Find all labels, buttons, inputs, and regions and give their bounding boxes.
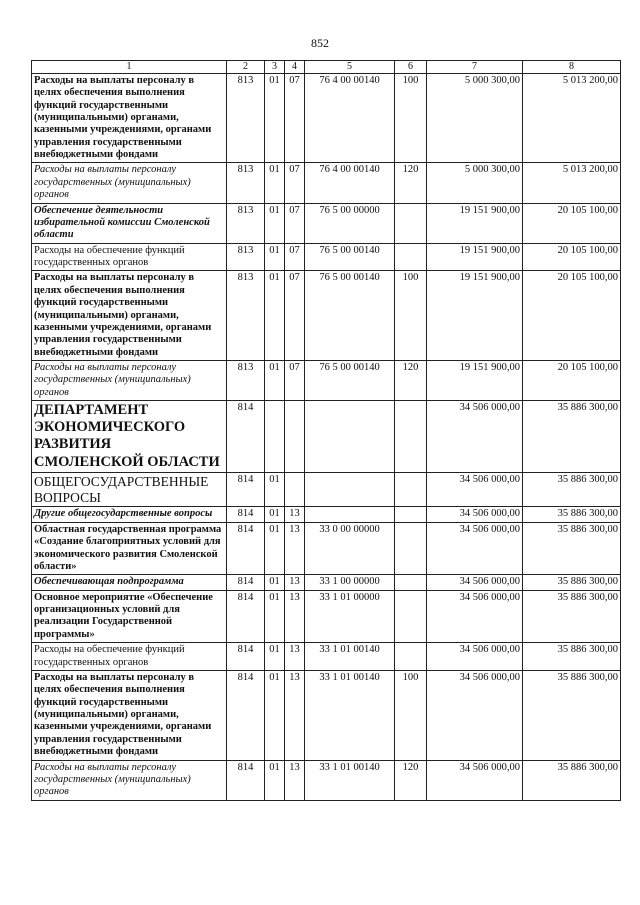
amount-year-1: 19 151 900,00 xyxy=(427,361,523,401)
amount-year-2: 35 886 300,00 xyxy=(523,575,621,590)
expense-type-code: 100 xyxy=(395,670,427,760)
subsection-code: 07 xyxy=(285,361,305,401)
target-article-code: 76 5 00 00140 xyxy=(305,361,395,401)
expense-type-code: 120 xyxy=(395,760,427,800)
amount-year-1: 5 000 300,00 xyxy=(427,163,523,203)
header-col-2: 2 xyxy=(227,61,265,74)
subsection-code xyxy=(285,401,305,472)
subsection-code: 07 xyxy=(285,243,305,271)
subsection-code: 13 xyxy=(285,760,305,800)
target-article-code xyxy=(305,401,395,472)
amount-year-1: 34 506 000,00 xyxy=(427,670,523,760)
table-row xyxy=(32,73,621,163)
target-article-code: 33 1 01 00140 xyxy=(305,670,395,760)
section-code: 01 xyxy=(265,522,285,575)
item-name: Областная государственная программа «Создание благоприятных условий для экономического развития Смоленской области» xyxy=(32,522,227,575)
item-name: Другие общегосударственные вопросы xyxy=(32,507,227,522)
budget-table xyxy=(31,60,621,801)
header-col-3: 3 xyxy=(265,61,285,74)
ministry-code: 814 xyxy=(227,522,265,575)
target-article-code xyxy=(305,507,395,522)
target-article-code: 76 4 00 00140 xyxy=(305,163,395,203)
expense-type-code xyxy=(395,590,427,643)
subsection-code: 13 xyxy=(285,643,305,671)
subsection-code: 13 xyxy=(285,522,305,575)
table-row xyxy=(32,760,621,800)
ministry-code: 813 xyxy=(227,203,265,243)
ministry-code: 813 xyxy=(227,163,265,203)
item-name: Расходы на обеспечение функций государственных органов xyxy=(32,243,227,271)
amount-year-1: 34 506 000,00 xyxy=(427,401,523,472)
ministry-code: 814 xyxy=(227,472,265,507)
expense-type-code xyxy=(395,243,427,271)
amount-year-2: 35 886 300,00 xyxy=(523,507,621,522)
target-article-code: 33 1 01 00140 xyxy=(305,760,395,800)
ministry-code: 814 xyxy=(227,590,265,643)
item-name: ДЕПАРТАМЕНТ ЭКОНОМИЧЕСКОГО РАЗВИТИЯ СМОЛЕНСКОЙ ОБЛАСТИ xyxy=(32,401,227,472)
table-row xyxy=(32,590,621,643)
amount-year-2: 35 886 300,00 xyxy=(523,472,621,507)
amount-year-2: 20 105 100,00 xyxy=(523,271,621,361)
header-col-4: 4 xyxy=(285,61,305,74)
amount-year-1: 5 000 300,00 xyxy=(427,73,523,163)
ministry-code: 814 xyxy=(227,670,265,760)
table-row xyxy=(32,243,621,271)
table-row xyxy=(32,163,621,203)
item-name: Обеспечивающая подпрограмма xyxy=(32,575,227,590)
section-code: 01 xyxy=(265,507,285,522)
item-name: Расходы на выплаты персоналу в целях обеспечения выполнения функций государственными (муниципальными) органами, казенными учреждениями, органами управления государственными внебюджетными фондами xyxy=(32,670,227,760)
page-number: 852 xyxy=(311,36,329,50)
section-code: 01 xyxy=(265,73,285,163)
table-row xyxy=(32,472,621,507)
target-article-code: 33 0 00 00000 xyxy=(305,522,395,575)
amount-year-1: 34 506 000,00 xyxy=(427,760,523,800)
header-col-7: 7 xyxy=(427,61,523,74)
expense-type-code xyxy=(395,575,427,590)
expense-type-code: 100 xyxy=(395,271,427,361)
amount-year-2: 20 105 100,00 xyxy=(523,243,621,271)
ministry-code: 814 xyxy=(227,760,265,800)
section-code: 01 xyxy=(265,760,285,800)
target-article-code: 76 4 00 00140 xyxy=(305,73,395,163)
amount-year-1: 19 151 900,00 xyxy=(427,271,523,361)
header-col-8: 8 xyxy=(523,61,621,74)
target-article-code: 33 1 00 00000 xyxy=(305,575,395,590)
table-row xyxy=(32,401,621,472)
target-article-code: 76 5 00 00000 xyxy=(305,203,395,243)
amount-year-1: 34 506 000,00 xyxy=(427,472,523,507)
section-code: 01 xyxy=(265,163,285,203)
table-row xyxy=(32,507,621,522)
ministry-code: 814 xyxy=(227,575,265,590)
amount-year-2: 35 886 300,00 xyxy=(523,643,621,671)
amount-year-1: 19 151 900,00 xyxy=(427,243,523,271)
subsection-code: 07 xyxy=(285,73,305,163)
section-code: 01 xyxy=(265,243,285,271)
amount-year-1: 34 506 000,00 xyxy=(427,590,523,643)
subsection-code: 07 xyxy=(285,203,305,243)
amount-year-2: 35 886 300,00 xyxy=(523,670,621,760)
expense-type-code xyxy=(395,472,427,507)
expense-type-code: 120 xyxy=(395,163,427,203)
amount-year-1: 34 506 000,00 xyxy=(427,575,523,590)
subsection-code: 13 xyxy=(285,507,305,522)
table-row xyxy=(32,670,621,760)
section-code: 01 xyxy=(265,643,285,671)
ministry-code: 813 xyxy=(227,271,265,361)
header-col-5: 5 xyxy=(305,61,395,74)
ministry-code: 814 xyxy=(227,507,265,522)
item-name: Расходы на выплаты персоналу государственных (муниципальных) органов xyxy=(32,760,227,800)
item-name: Обеспечение деятельности избирательной комиссии Смоленской области xyxy=(32,203,227,243)
section-code: 01 xyxy=(265,472,285,507)
expense-type-code: 120 xyxy=(395,361,427,401)
table-row xyxy=(32,575,621,590)
section-code: 01 xyxy=(265,590,285,643)
section-code: 01 xyxy=(265,203,285,243)
header-col-6: 6 xyxy=(395,61,427,74)
item-name: Основное мероприятие «Обеспечение организационных условий для реализации Государственной программы» xyxy=(32,590,227,643)
subsection-code: 13 xyxy=(285,590,305,643)
subsection-code: 07 xyxy=(285,271,305,361)
ministry-code: 813 xyxy=(227,361,265,401)
expense-type-code xyxy=(395,643,427,671)
target-article-code: 76 5 00 00140 xyxy=(305,271,395,361)
header-col-1: 1 xyxy=(32,61,227,74)
amount-year-2: 35 886 300,00 xyxy=(523,590,621,643)
ministry-code: 813 xyxy=(227,243,265,271)
expense-type-code xyxy=(395,507,427,522)
amount-year-2: 35 886 300,00 xyxy=(523,522,621,575)
section-code: 01 xyxy=(265,361,285,401)
subsection-code: 13 xyxy=(285,575,305,590)
amount-year-2: 20 105 100,00 xyxy=(523,203,621,243)
amount-year-2: 35 886 300,00 xyxy=(523,401,621,472)
table-row xyxy=(32,522,621,575)
item-name: Расходы на обеспечение функций государственных органов xyxy=(32,643,227,671)
target-article-code: 76 5 00 00140 xyxy=(305,243,395,271)
amount-year-2: 35 886 300,00 xyxy=(523,760,621,800)
expense-type-code xyxy=(395,203,427,243)
section-code: 01 xyxy=(265,575,285,590)
amount-year-1: 34 506 000,00 xyxy=(427,522,523,575)
subsection-code xyxy=(285,472,305,507)
amount-year-2: 5 013 200,00 xyxy=(523,73,621,163)
ministry-code: 814 xyxy=(227,643,265,671)
amount-year-2: 5 013 200,00 xyxy=(523,163,621,203)
table-row xyxy=(32,203,621,243)
header-row xyxy=(32,61,621,74)
item-name: Расходы на выплаты персоналу в целях обеспечения выполнения функций государственными (муниципальными) органами, казенными учреждениями, органами управления государственными внебюджетными фондами xyxy=(32,271,227,361)
table-row xyxy=(32,643,621,671)
subsection-code: 07 xyxy=(285,163,305,203)
ministry-code: 814 xyxy=(227,401,265,472)
target-article-code: 33 1 01 00000 xyxy=(305,590,395,643)
section-code: 01 xyxy=(265,670,285,760)
section-code xyxy=(265,401,285,472)
amount-year-1: 19 151 900,00 xyxy=(427,203,523,243)
amount-year-1: 34 506 000,00 xyxy=(427,507,523,522)
expense-type-code xyxy=(395,401,427,472)
item-name: Расходы на выплаты персоналу государственных (муниципальных) органов xyxy=(32,361,227,401)
item-name: Расходы на выплаты персоналу в целях обеспечения выполнения функций государственными (муниципальными) органами, казенными учреждениями, органами управления государственными внебюджетными фондами xyxy=(32,73,227,163)
amount-year-2: 20 105 100,00 xyxy=(523,361,621,401)
subsection-code: 13 xyxy=(285,670,305,760)
ministry-code: 813 xyxy=(227,73,265,163)
item-name: ОБЩЕГОСУДАРСТВЕННЫЕ ВОПРОСЫ xyxy=(32,472,227,507)
table-row xyxy=(32,361,621,401)
section-code: 01 xyxy=(265,271,285,361)
expense-type-code xyxy=(395,522,427,575)
amount-year-1: 34 506 000,00 xyxy=(427,643,523,671)
target-article-code: 33 1 01 00140 xyxy=(305,643,395,671)
item-name: Расходы на выплаты персоналу государственных (муниципальных) органов xyxy=(32,163,227,203)
table-row xyxy=(32,271,621,361)
target-article-code xyxy=(305,472,395,507)
expense-type-code: 100 xyxy=(395,73,427,163)
